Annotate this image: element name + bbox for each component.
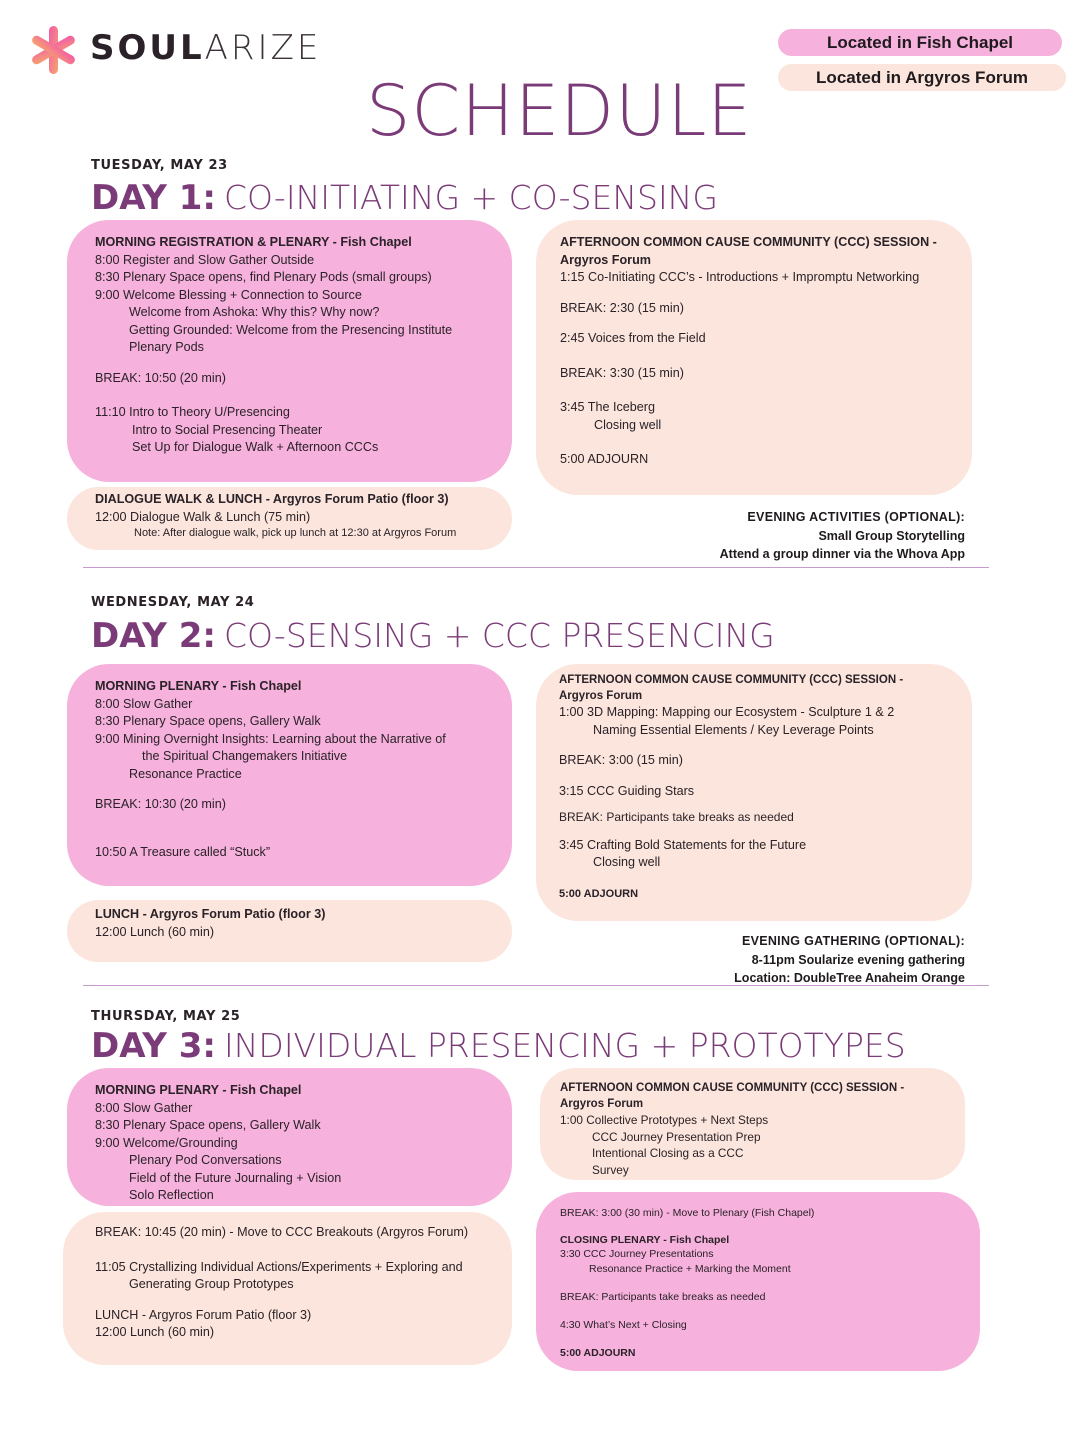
block-heading: CLOSING PLENARY - Fish Chapel [560, 1234, 730, 1246]
schedule-item: 1:00 3D Mapping: Mapping our Ecosystem - Sculpture 1 & 2 [559, 705, 895, 719]
schedule-item: CCC Journey Presentation Prep [592, 1129, 761, 1144]
day1-date: TUESDAY, MAY 23 [91, 158, 228, 173]
schedule-item: Survey [592, 1162, 629, 1177]
schedule-item: Plenary Pod Conversations [129, 1153, 282, 1167]
schedule-item: 8:00 Slow Gather [95, 696, 193, 711]
block-heading: LUNCH - Argyros Forum Patio (floor 3) [95, 907, 326, 921]
day2-date: WEDNESDAY, MAY 24 [91, 595, 255, 610]
schedule-item: 8:30 Plenary Space opens, Gallery Walk [95, 714, 321, 728]
schedule-item: Solo Reflection [129, 1188, 214, 1202]
block-heading: AFTERNOON COMMON CAUSE COMMUNITY (CCC) SESSION - [560, 235, 937, 249]
block-heading: LUNCH - Argyros Forum Patio (floor 3) [95, 1307, 312, 1322]
day2-morning-block [67, 664, 512, 886]
soularize-logo-icon [26, 22, 82, 78]
day3-closing-block [536, 1192, 980, 1371]
schedule-item: 12:00 Lunch (60 min) [95, 1325, 215, 1339]
schedule-item: Resonance Practice [129, 766, 242, 781]
schedule-item: 3:45 Crafting Bold Statements for the Future [559, 837, 807, 852]
schedule-item: 10:50 A Treasure called “Stuck” [95, 844, 271, 859]
adjourn-item: 5:00 ADJOURN [559, 887, 639, 900]
schedule-item: Plenary Pods [129, 340, 204, 354]
schedule-item: 9:00 Welcome Blessing + Connection to Source [95, 287, 362, 302]
schedule-item: Intentional Closing as a CCC [592, 1146, 744, 1160]
day2-heading: DAY 2: CO-SENSING + CCC PRESENCING [91, 616, 775, 656]
schedule-item: 3:30 CCC Journey Presentations [560, 1248, 714, 1260]
day3-breakouts-block [63, 1212, 512, 1365]
page-title: SCHEDULE [366, 70, 753, 152]
block-heading: DIALOGUE WALK & LUNCH - Argyros Forum Patio (floor 3) [95, 492, 449, 506]
day1-morning-block [67, 220, 512, 482]
break-item: BREAK: 10:50 (20 min) [95, 370, 226, 385]
schedule-item: 8:00 Slow Gather [95, 1100, 193, 1115]
schedule-item: Generating Group Prototypes [129, 1277, 294, 1291]
day3-afternoon-block [540, 1068, 965, 1180]
schedule-item: Resonance Practice + Marking the Moment [589, 1263, 791, 1275]
schedule-item: Getting Grounded: Welcome from the Presencing Institute [129, 322, 453, 337]
break-item: BREAK: 10:45 (20 min) - Move to CCC Breakouts (Argyros Forum) [95, 1225, 469, 1239]
schedule-item: 2:45 Voices from the Field [560, 331, 706, 345]
schedule-item: 8:30 Plenary Space opens, find Plenary Pods (small groups) [95, 270, 432, 284]
schedule-item: 1:15 Co-Initiating CCC’s - Introductions + Impromptu Networking [560, 270, 920, 284]
day-divider [83, 567, 989, 568]
schedule-item: 9:00 Welcome/Grounding [95, 1135, 238, 1150]
day-divider [83, 985, 989, 986]
schedule-item: 12:00 Lunch (60 min) [95, 924, 215, 939]
brand-name: SOULARIZE [90, 28, 322, 68]
day2-lunch-block [67, 900, 512, 962]
schedule-item: Closing well [593, 855, 661, 869]
schedule-item: 4:30 What’s Next + Closing [560, 1319, 687, 1331]
block-location: Argyros Forum [560, 252, 651, 267]
break-item: BREAK: Participants take breaks as needed [559, 810, 794, 824]
break-item: BREAK: 3:00 (30 min) - Move to Plenary (Fish Chapel) [560, 1207, 815, 1219]
day2-evening-gathering: EVENING GATHERING (OPTIONAL): 8-11pm Soularize evening gathering Location: DoubleTree Anaheim Orange [734, 934, 965, 985]
day3-morning-block [67, 1068, 512, 1206]
day1-evening-activities: EVENING ACTIVITIES (OPTIONAL): Small Group Storytelling Attend a group dinner via the Whova App [719, 510, 965, 561]
schedule-item: 3:45 The Iceberg [560, 400, 655, 414]
logo [26, 22, 326, 78]
schedule-item: 8:00 Register and Slow Gather Outside [95, 252, 315, 267]
day1-heading: DAY 1: CO-INITIATING + CO-SENSING [91, 178, 718, 218]
schedule-item: Closing well [594, 417, 662, 432]
block-heading: MORNING PLENARY - Fish Chapel [95, 679, 302, 693]
schedule-item: 9:00 Mining Overnight Insights: Learning about the Narrative of [95, 731, 446, 746]
schedule-item: 11:10 Intro to Theory U/Presencing [95, 405, 290, 419]
schedule-item: Welcome from Ashoka: Why this? Why now? [129, 305, 380, 319]
schedule-item: Set Up for Dialogue Walk + Afternoon CCCs [132, 440, 379, 454]
note-text: Note: After dialogue walk, pick up lunch at 12:30 at Argyros Forum [134, 527, 457, 539]
break-item: BREAK: 3:30 (15 min) [560, 365, 684, 380]
block-heading: AFTERNOON COMMON CAUSE COMMUNITY (CCC) SESSION - [560, 1082, 905, 1094]
day3-heading: DAY 3: INDIVIDUAL PRESENCING + PROTOTYPES [91, 1026, 906, 1066]
block-heading: AFTERNOON COMMON CAUSE COMMUNITY (CCC) SESSION - [559, 674, 904, 686]
schedule-item: 3:15 CCC Guiding Stars [559, 783, 695, 798]
schedule-item: 12:00 Dialogue Walk & Lunch (75 min) [95, 509, 311, 524]
schedule-item: 11:05 Crystallizing Individual Actions/Experiments + Exploring and [95, 1259, 463, 1274]
day1-lunch-block [67, 487, 512, 550]
day2-afternoon-block [536, 664, 972, 921]
schedule-item: 8:30 Plenary Space opens, Gallery Walk [95, 1118, 321, 1132]
block-location: Argyros Forum [560, 1098, 644, 1110]
schedule-item: 5:00 ADJOURN [560, 452, 649, 466]
schedule-item: Naming Essential Elements / Key Leverage Points [593, 722, 874, 737]
legend-argyros-forum: Located in Argyros Forum [778, 64, 1066, 91]
block-heading: MORNING REGISTRATION & PLENARY - Fish Chapel [95, 235, 412, 249]
schedule-item: 1:00 Collective Prototypes + Next Steps [560, 1113, 769, 1127]
schedule-item: Field of the Future Journaling + Vision [129, 1170, 342, 1185]
break-item: BREAK: 10:30 (20 min) [95, 797, 226, 811]
day3-date: THURSDAY, MAY 25 [91, 1009, 241, 1024]
break-item: BREAK: 2:30 (15 min) [560, 300, 684, 315]
break-item: BREAK: 3:00 (15 min) [559, 753, 683, 767]
schedule-item: Intro to Social Presencing Theater [132, 422, 323, 437]
block-heading: MORNING PLENARY - Fish Chapel [95, 1083, 302, 1097]
block-location: Argyros Forum [559, 690, 643, 702]
break-item: BREAK: Participants take breaks as needed [560, 1291, 766, 1303]
day1-afternoon-block [536, 220, 972, 495]
schedule-item: the Spiritual Changemakers Initiative [142, 749, 348, 763]
adjourn-item: 5:00 ADJOURN [560, 1347, 636, 1359]
legend-fish-chapel: Located in Fish Chapel [778, 29, 1062, 56]
